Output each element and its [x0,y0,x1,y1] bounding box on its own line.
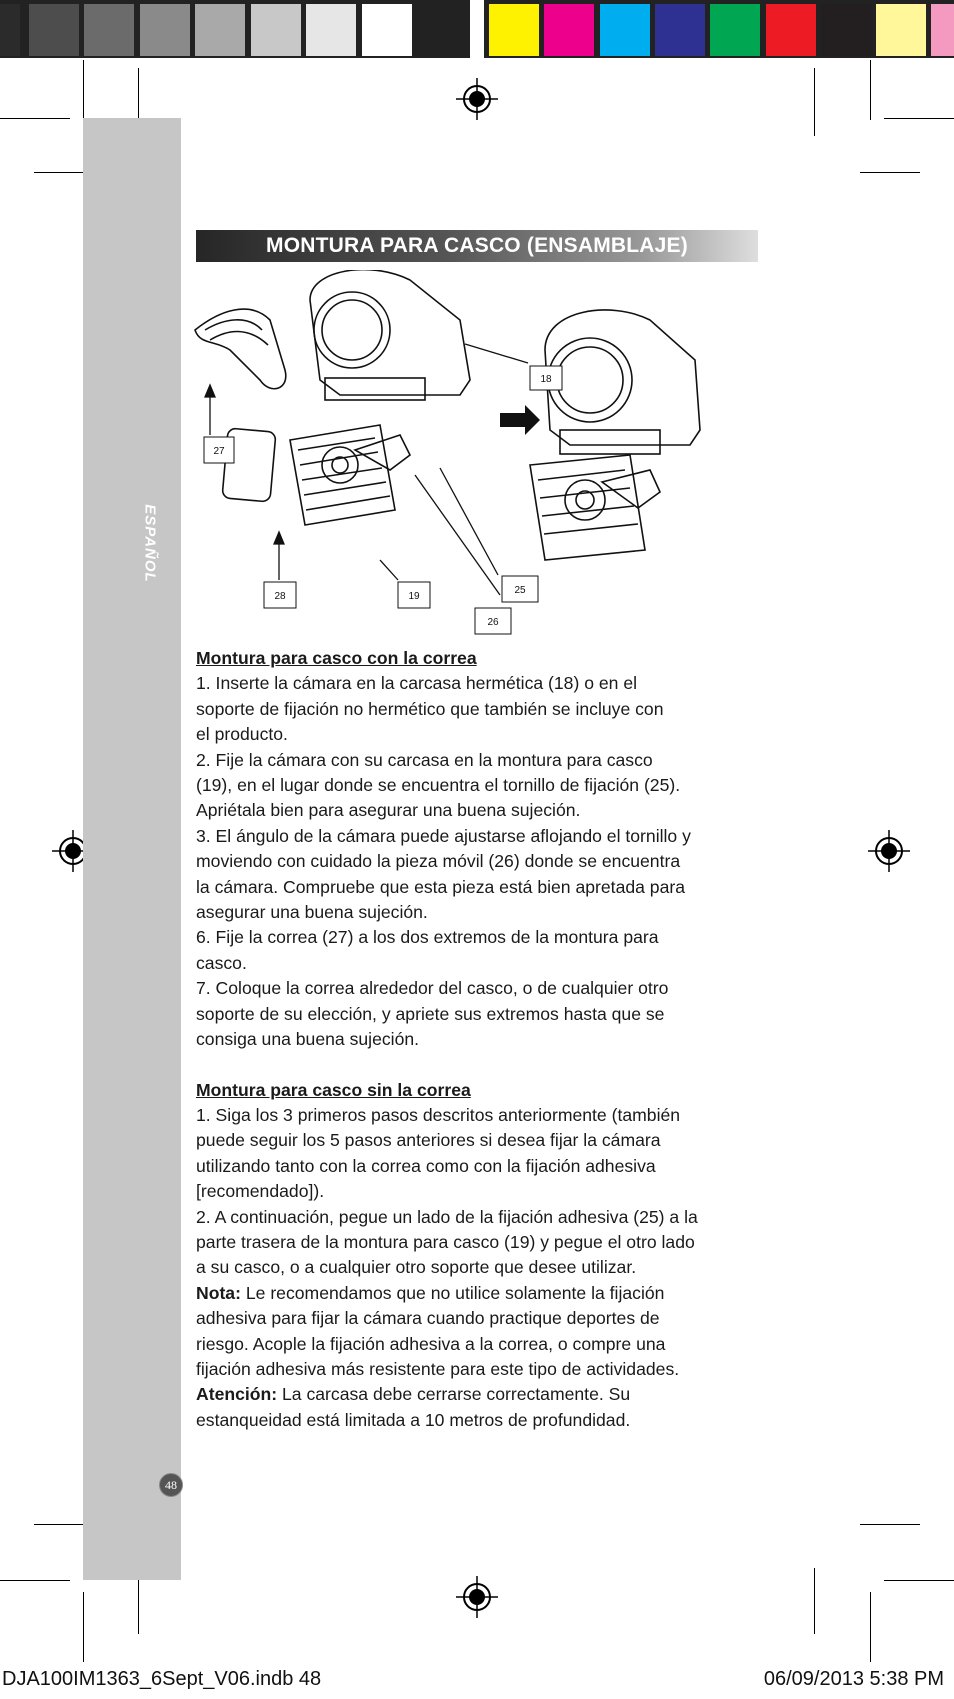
process-color-swatch [600,4,650,56]
assembly-arrow-icon [500,405,540,435]
text-line: (19), en el lugar donde se encuentra el tornillo de fijación (25). [196,775,681,796]
text-line: 1. Siga los 3 primeros pasos descritos anteriormente (también [196,1104,681,1125]
process-color-swatch [821,4,871,56]
arrowhead-icon [274,532,284,544]
callout-leader-line [380,560,398,580]
crop-mark [83,1592,84,1662]
callout-label-18: 18 [540,374,552,385]
text-line: Apriétala bien para asegurar una buena sujeción. [196,800,581,821]
text-line: 2. Fije la cámara con su carcasa en la montura para casco [196,749,653,770]
section-with-strap-text [196,671,766,1052]
warning-paragraph: Atención: La carcasa debe cerrarse correctamente. Su estanqueidad está limitada a 10 metros de profundidad. [196,1384,631,1430]
strap-illustration [195,309,286,389]
crop-mark [814,1568,815,1634]
page-number-badge: 48 [159,1473,183,1497]
text-line: 1. Inserte la cámara en la carcasa hermética (18) o en el [196,673,638,694]
text-line: a su casco, o a cualquier otro soporte que desee utilizar. [196,1257,637,1278]
section-heading-without-strap: Montura para casco sin la correa [196,1079,471,1100]
process-color-swatch [766,4,816,56]
crop-mark [0,1580,70,1581]
crop-mark [814,68,815,136]
text-line: moviendo con cuidado la pieza móvil (26) donde se encuentra [196,851,681,872]
crop-mark [0,118,70,119]
text-line: 2. A continuación, pegue un lado de la fijación adhesiva (25) a la [196,1206,698,1227]
callout-label-27: 27 [213,446,225,457]
registration-mark-icon [868,830,910,872]
text-line: [recomendado]). [196,1181,325,1202]
language-sidebar [83,118,181,1580]
text-line: parte trasera de la montura para casco (19) y pegue el otro lado [196,1231,695,1252]
process-color-swatch [489,4,539,56]
gray-swatch [84,4,134,56]
instructions-body [196,646,766,1433]
crop-mark [870,1592,871,1662]
gray-swatch [362,4,412,56]
gray-swatch [29,4,79,56]
crop-mark [884,118,954,119]
text-line: consiga una buena sujeción. [196,1029,420,1050]
registration-mark-icon [456,78,498,120]
gray-swatch [251,4,301,56]
gray-swatch [195,4,245,56]
callout-label-25: 25 [514,585,526,596]
gray-swatch [306,4,356,56]
text-line: la cámara. Compruebe que esta pieza está bien apretada para [196,876,686,897]
crop-mark [860,1524,920,1525]
text-line: soporte de fijación no hermético que también se incluye con [196,698,664,719]
text-line: el producto. [196,724,288,745]
sidebar-language-label: ESPAÑOL [141,504,159,583]
text-line: utilizando tanto con la correa como con la fijación adhesiva [196,1155,656,1176]
footer-datetime: 06/09/2013 5:38 PM [763,1668,944,1690]
process-color-swatch [544,4,594,56]
section-title: MONTURA PARA CASCO (ENSAMBLAJE) [266,234,688,257]
callout-label-26: 26 [487,617,499,628]
assembled-camera-illustration [530,310,700,560]
text-line: 3. El ángulo de la cámara puede ajustarse aflojando el tornillo y [196,825,691,846]
crop-mark [860,172,920,173]
warning-label: Atención: [196,1384,278,1405]
crop-mark [83,60,84,120]
section-without-strap-text [196,1103,766,1281]
section-heading-with-strap: Montura para casco con la correa [196,648,477,668]
crop-mark [870,60,871,120]
process-color-swatch [655,4,705,56]
text-line: 7. Coloque la correa alrededor del casco, o de cualquier otro [196,978,669,999]
text-line: casco. [196,952,247,973]
arrowhead-icon [205,385,215,397]
note-paragraph: Nota: Le recomendamos que no utilice solamente la fijación adhesiva para fijar la cámara cuando practique deportes de riesgo. Acople la fijación adhesiva a la correa, o compre una fijación adhesiva más resistente para este tipo de actividades. [196,1282,680,1379]
section-title-bar [196,230,758,262]
process-color-swatch [931,4,954,56]
waterproof-housing-illustration [310,270,470,400]
helmet-mount-assembly-illustration [190,270,780,640]
crop-mark [884,1580,954,1581]
process-color-swatch [876,4,926,56]
registration-mark-icon [456,1576,498,1618]
text-line: soporte de su elección, y apriete sus extremos hasta que se [196,1003,665,1024]
text-line: puede seguir los 5 pasos anteriores si desea fijar la cámara [196,1130,661,1151]
gray-swatch [0,4,20,56]
note-label: Nota: [196,1282,241,1303]
gray-swatch [140,4,190,56]
footer-file-name: DJA100IM1363_6Sept_V06.indb 48 [2,1668,322,1690]
text-line: 6. Fije la correa (27) a los dos extremos de la montura para [196,927,659,948]
callout-leader-line [465,344,528,363]
callout-leader-line [415,475,500,595]
process-color-swatch [710,4,760,56]
text-line: asegurar una buena sujeción. [196,902,428,923]
color-control-strip [0,0,954,58]
helmet-mount-illustration [290,425,410,525]
callout-label-19: 19 [408,591,420,602]
callout-label-28: 28 [274,591,286,602]
